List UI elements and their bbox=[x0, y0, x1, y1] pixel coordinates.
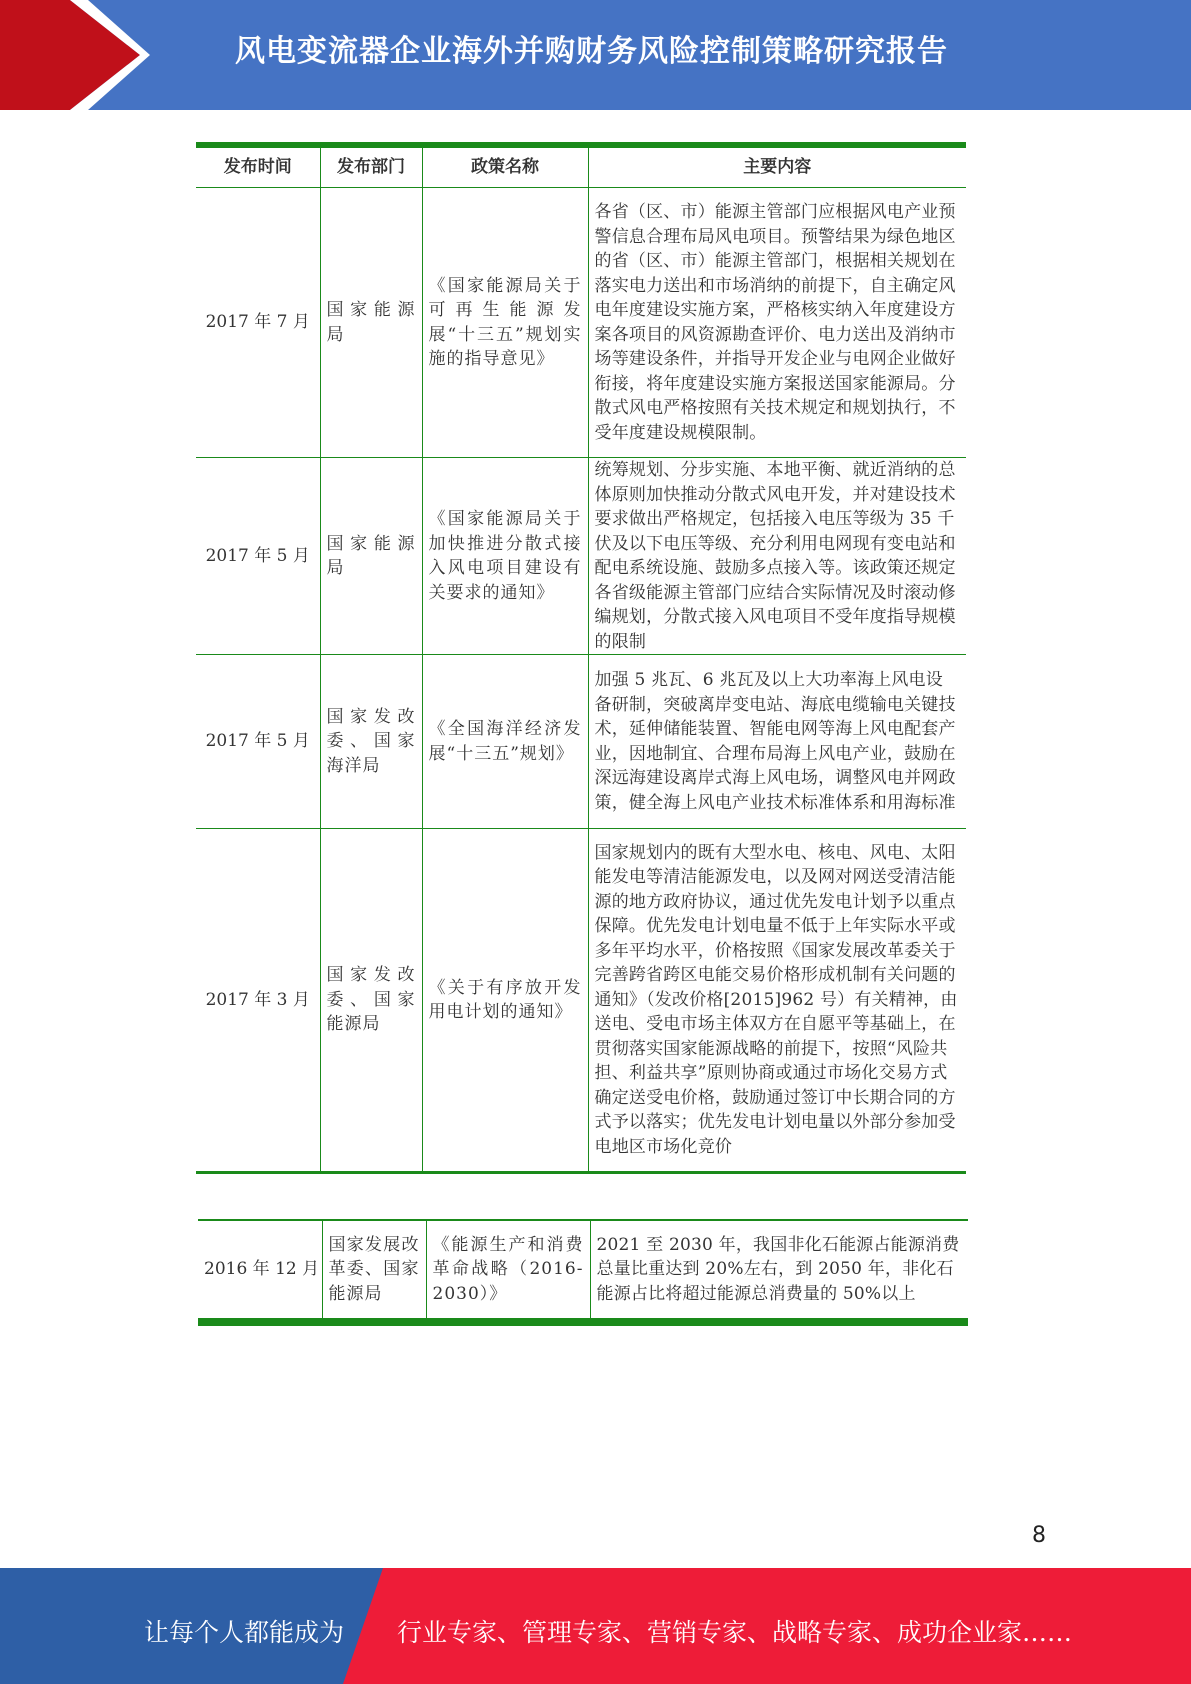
header-content: 主要内容 bbox=[588, 145, 966, 188]
cell-policy-name: 《国家能源局关于加快推进分散式接入风电项目建设有关要求的通知》 bbox=[422, 458, 588, 655]
cell-policy-name: 《能源生产和消费革命战略（2016-2030）》 bbox=[426, 1220, 590, 1322]
report-title: 风电变流器企业海外并购财务风险控制策略研究报告 bbox=[235, 34, 948, 69]
cell-content: 2021 至 2030 年，我国非化石能源占能源消费总量比重达到 20%左右，到 2050 年，非化石能源占比将超过能源总消费量的 50%以上 bbox=[590, 1220, 968, 1322]
page-header bbox=[0, 0, 1191, 110]
cell-policy-name: 《关于有序放开发用电计划的通知》 bbox=[422, 829, 588, 1173]
cell-dept: 国家能源局 bbox=[320, 188, 422, 458]
table-row bbox=[196, 829, 966, 1173]
table-row bbox=[196, 655, 966, 829]
header-dept: 发布部门 bbox=[320, 145, 422, 188]
cell-date: 2017 年 3 月 bbox=[196, 829, 320, 1173]
cell-date: 2017 年 7 月 bbox=[196, 188, 320, 458]
policy-table bbox=[196, 142, 966, 1174]
table-row bbox=[196, 188, 966, 458]
cell-dept: 国家能源局 bbox=[320, 458, 422, 655]
cell-content: 加强 5 兆瓦、6 兆瓦及以上大功率海上风电设备研制，突破离岸变电站、海底电缆输电关键技术，延伸储能装置、智能电网等海上风电配套产业，因地制宜、合理布局海上风电产业，鼓励在深远海建设离岸式海上风电场，调整风电并网政策，健全海上风电产业技术标准体系和用海标准 bbox=[588, 655, 966, 829]
cell-policy-name: 《国家能源局关于可再生能源发展“十三五”规划实施的指导意见》 bbox=[422, 188, 588, 458]
cell-content: 统筹规划、分步实施、本地平衡、就近消纳的总体原则加快推动分散式风电开发，并对建设技术要求做出严格规定，包括接入电压等级为 35 千伏及以下电压等级、充分利用电网现有变电站和配电系统设施、鼓励多点接入等。该政策还规定各省级能源主管部门应结合实际情况及时滚动修编规划，分散式接入风电项目不受年度指导规模的限制 bbox=[588, 458, 966, 655]
page-number: 8 bbox=[1032, 1523, 1046, 1548]
header-date: 发布时间 bbox=[196, 145, 320, 188]
cell-date: 2016 年 12 月 bbox=[198, 1220, 322, 1322]
cell-date: 2017 年 5 月 bbox=[196, 655, 320, 829]
header-policy-name: 政策名称 bbox=[422, 145, 588, 188]
cell-content: 国家规划内的既有大型水电、核电、风电、太阳能发电等清洁能源发电，以及网对网送受清洁能源的地方政府协议，通过优先发电计划予以重点保障。优先发电计划电量不低于上年实际水平或多年平均水平，价格按照《国家发展改革委关于完善跨省跨区电能交易价格形成机制有关问题的通知》（发改价格[2015]962 号）有关精神，由送电、受电市场主体双方在自愿平等基础上，在贯彻落实国家能源战略的前提下，按照“风险共担、利益共享”原则协商或通过市场化交易方式确定送受电价格，鼓励通过签订中长期合同的方式予以落实；优先发电计划电量以外部分参加受电地区市场化竞价 bbox=[588, 829, 966, 1173]
cell-dept: 国家发改委、国家能源局 bbox=[320, 829, 422, 1173]
policy-table-continued bbox=[198, 1219, 968, 1326]
cell-content: 各省（区、市）能源主管部门应根据风电产业预警信息合理布局风电项目。预警结果为绿色地区的省（区、市）能源主管部门，根据相关规划在落实电力送出和市场消纳的前提下，自主确定风电年度建设实施方案，严格核实纳入年度建设方案各项目的风资源勘查评价、电力送出及消纳市场等建设条件，并指导开发企业与电网企业做好衔接，将年度建设实施方案报送国家能源局。分散式风电严格按照有关技术规定和规划执行，不受年度建设规模限制。 bbox=[588, 188, 966, 458]
table-header-row bbox=[196, 145, 966, 188]
table-row bbox=[198, 1220, 968, 1322]
header-arrow-decoration bbox=[0, 0, 150, 110]
footer-slogan-right: 行业专家、管理专家、营销专家、战略专家、成功企业家…… bbox=[397, 1618, 1073, 1647]
cell-policy-name: 《全国海洋经济发展“十三五”规划》 bbox=[422, 655, 588, 829]
footer-slogan-left: 让每个人都能成为 bbox=[144, 1618, 345, 1647]
cell-date: 2017 年 5 月 bbox=[196, 458, 320, 655]
table-row bbox=[196, 458, 966, 655]
cell-dept: 国家发展改革委、国家能源局 bbox=[322, 1220, 426, 1322]
cell-dept: 国家发改委、国家海洋局 bbox=[320, 655, 422, 829]
